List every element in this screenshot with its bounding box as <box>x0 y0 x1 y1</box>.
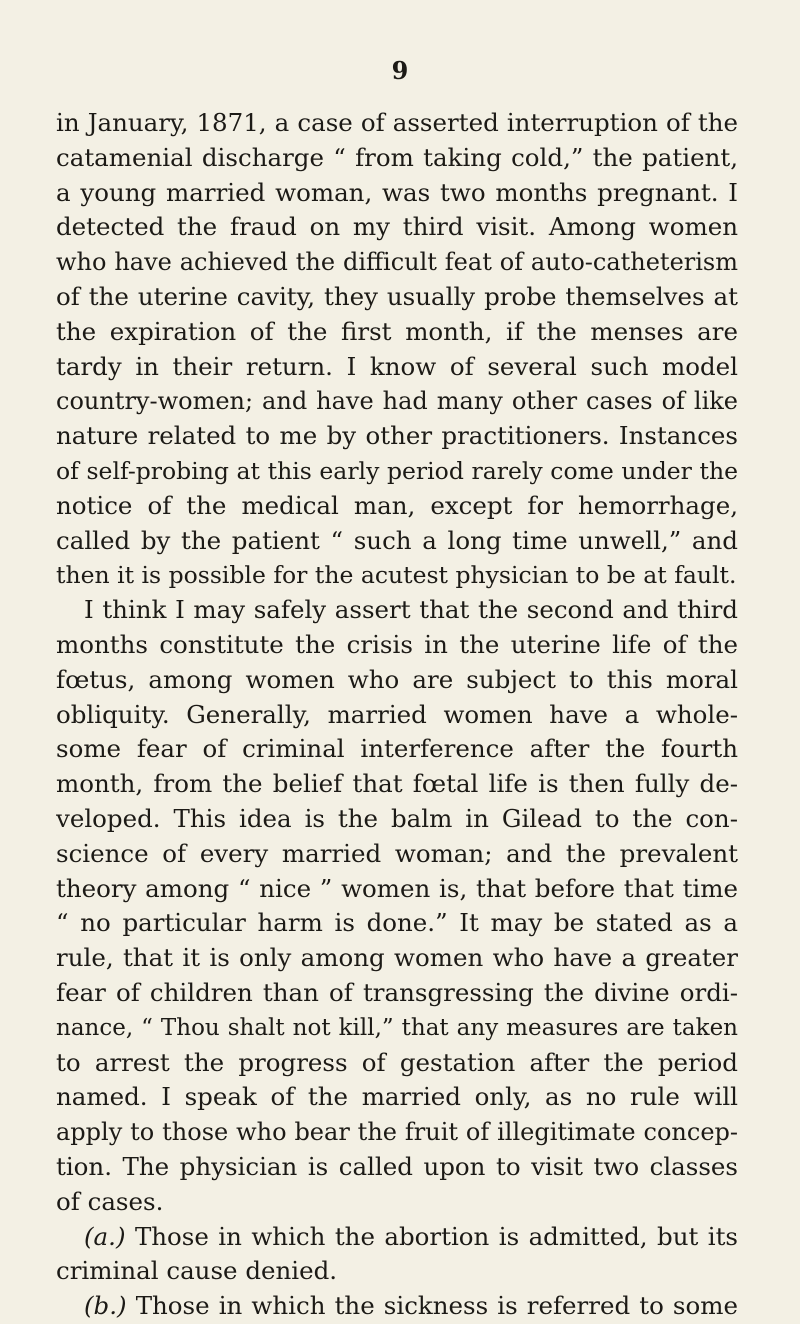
text-line: called by the patient “ such a long time unwell,” and <box>56 525 738 555</box>
text-line: of the uterine cavity, they usually probe themselves at <box>56 281 738 311</box>
text-line: notice of the medical man, except for hemorrhage, <box>56 490 738 520</box>
text-line: of self-probing at this early period rarely come under the <box>56 456 738 485</box>
text-line: criminal cause denied. <box>56 1256 338 1286</box>
text-line: fear of children than of transgressing the divine ordi- <box>56 977 738 1007</box>
text-line: veloped. This idea is the balm in Gilead to the con- <box>56 803 738 833</box>
text-line: months constitute the crisis in the uterine life of the <box>56 629 738 659</box>
text-line: fœtus, among women who are subject to this moral <box>56 664 738 694</box>
list-item-text: Those in which the sickness is referred to some <box>135 1291 738 1321</box>
text-line: to arrest the progress of gestation after the period <box>56 1047 738 1077</box>
text-line: tion. The physician is called upon to visit two classes <box>56 1151 738 1181</box>
text-line: “ no particular harm is done.” It may be stated as a <box>56 908 738 938</box>
text-line: some fear of criminal interference after the fourth <box>56 734 738 764</box>
text-line: rule, that it is only among women who have a greater <box>56 943 738 973</box>
list-item-text: Those in which the abortion is admitted, but its <box>134 1221 738 1251</box>
text-line: nance, “ Thou shalt not kill,” that any measures are taken <box>56 1014 738 1041</box>
text-line: theory among “ nice ” women is, that before that time <box>56 873 738 903</box>
text-line: who have achieved the difficult feat of auto-catheterism <box>56 248 738 277</box>
text-line: apply to those who bear the fruit of illegitimate concep- <box>56 1118 738 1147</box>
text-line: then it is possible for the acutest physician to be at fault. <box>56 561 737 590</box>
list-marker: (a.) <box>84 1221 126 1251</box>
text-line: I think I may safely assert that the second and third <box>84 595 738 625</box>
text-line: tardy in their return. I know of several such model <box>56 351 738 381</box>
page-number: 9 <box>391 56 409 85</box>
text-line: named. I speak of the married only, as no rule will <box>56 1082 738 1112</box>
text-line: the expiration of the first month, if the menses are <box>56 316 738 346</box>
body-text <box>56 106 738 1324</box>
text-line: month, from the belief that fœtal life is then fully de- <box>56 769 738 799</box>
list-item-a <box>56 1220 738 1255</box>
text-line: catamenial discharge “ from taking cold,” the patient, <box>56 142 738 172</box>
list-marker: (b.) <box>84 1291 127 1321</box>
text-line: a young married woman, was two months pregnant. I <box>56 177 738 207</box>
text-line: detected the fraud on my third visit. Among women <box>56 212 738 242</box>
text-line: country-women; and have had many other cases of like <box>56 387 738 416</box>
text-line: in January, 1871, a case of asserted interruption of the <box>56 108 738 137</box>
text-line: of cases. <box>56 1186 164 1216</box>
text-line: nature related to me by other practitioners. Instances <box>56 421 738 451</box>
text-line: obliquity. Generally, married women have a whole- <box>56 699 738 729</box>
text-line: science of every married woman; and the prevalent <box>56 838 738 868</box>
list-item-b <box>56 1289 738 1324</box>
